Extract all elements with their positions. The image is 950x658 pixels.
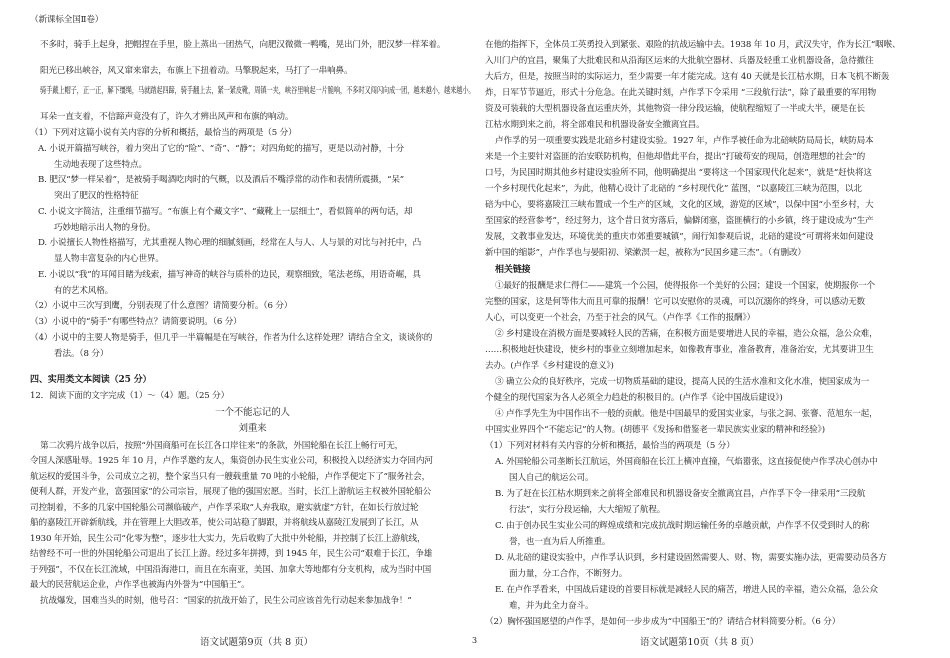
option-line: B. 为了赶在长江枯水期到来之前将全部难民和机器设备安全撤离宜昌，卢作孚下令一律采用“三段航 — [495, 489, 866, 499]
paragraph-line: 卢作孚的另一项重要实践是北碚乡村建设实验。1927 年，卢作孚被任命为北碚峡防局局长，峡防局本 — [495, 136, 874, 146]
question-line: （1）下列对材料有关内容的分析和概括，最恰当的两项是（5 分） — [485, 441, 735, 451]
paragraph-line: ……积极地赶快建设，使乡村的事业立刻增加起来，如像教育事业，准备教育，准备治安，尤其要讲卫生 — [485, 345, 874, 355]
paragraph-line: 于列强”，不仅在长江流域，中国沿海港口，而且在东南亚，美国、加拿大等地都有分支机构，成为当时中国 — [30, 565, 432, 575]
option-line: B. 肥汉“梦一样呆着”，是被骑手喝酒吃肉时的气概，以及酒后不嘴浮常的动作和表情所震摄，“呆” — [38, 175, 405, 185]
page-number: 3 — [472, 636, 478, 645]
paragraph-line: 新中国的缩影”，卢作孚也与晏阳初、梁漱溟一起，被称为“民国乡建三杰”。（有删改） — [485, 248, 806, 258]
paragraph-line: 人心，可以变更一个社会，乃至于社会的风气。（卢作孚《工作的报酬》） — [485, 313, 756, 323]
left-footer: 语文试题第9页（共 8 页） — [200, 637, 314, 648]
option-line: 誉，也一直为后人所推重。 — [509, 537, 611, 547]
paragraph-line: 抗战爆发，国难当头的时刻，他号召：“国家的抗战开始了，民生公司应该首先行动起来参加战争！” — [40, 596, 412, 606]
paragraph-line: ④ 卢作孚先生为中国作出不一般的贡献。他是中国最早的爱国实业家，与张之洞、张謇、范旭东一起， — [495, 409, 878, 419]
article-title: 一个不能忘记的人 — [215, 407, 290, 418]
article-author: 刘重来 — [238, 423, 267, 434]
paragraph-line: 骑手戴上帽子，正一正，解下缰绳，马就踏起四蹄，骑手翻上去，紧一紧皮靴，周镇一夹，峡谷里响起一片脆响，不多时又闯闪向成一团，越来越小，越来越小。 — [40, 86, 475, 96]
paragraph-line: 去办。(卢作孚《乡村建设的意义》) — [485, 361, 614, 371]
option-line: 突出了肥汉的性格特征 — [54, 191, 139, 201]
paragraph-line: 发展，文教事业发达，环境优美的重庆市郊重要城镇”，闹行知参观后说，北碚的建设“可谓将来如何建设 — [485, 232, 874, 242]
question-line: （1）下列对这篇小说有关内容的分析和概括，最恰当的两项是（5 分） — [30, 128, 297, 138]
option-line: 难，并为此全力奋斗。 — [509, 601, 594, 611]
paragraph-line: 炸，日军节节逼近，形式十分危急。在此关键时刻，卢作孚下令采用 “三段航行法”，除了最重要的军用物 — [485, 88, 877, 98]
paragraph-line: 阳光已移出峡谷，风又窜来窜去，布旗上下扭着动。马擎脱起来，马打了一串响鼻。 — [40, 66, 353, 76]
paragraph-line: 碚为中心，要将嘉陵江三峡布置成一个生产的区域，文化的区域，游览的区域”，以保中国“小至乡村，大 — [485, 200, 874, 210]
option-line: 巧妙地暗示出人物的身份。 — [54, 223, 156, 233]
option-line: 有的艺术风格。 — [54, 286, 114, 296]
section-heading: 四、实用类文本阅读（25 分） — [30, 375, 152, 385]
related-links-heading: 相关链接 — [495, 265, 531, 275]
paragraph-line: 令国人深感耻辱。1925 年 10 月，卢作孚邀约友人，集资创办民生实业公司，积极投入以经济实力夺回内河 — [30, 456, 433, 466]
paragraph-line: 资及可装载的大型机器设备直运重庆外，其他物资一律分段运输，使航程缩短了一半或大半，硬是在长 — [485, 104, 865, 114]
paragraph-line: ③ 确立公众的良好秩序，完成一切物质基础的建设，提高人民的生活水准和文化水准，使国家成为一 — [495, 377, 870, 387]
paragraph-line: 大后方，但是，按照当时的实际运力，至少需要一年才能完成。这有 40 天就是长江枯水期，日本飞机不断轰 — [485, 72, 890, 82]
paragraph-line: 江枯水期到来之前，将全部难民和机器设备安全撤离宜昌。 — [485, 120, 705, 130]
paragraph-line: 个健全的现代国家为各人必须全力趋赴的积极目的。(卢作孚《论中国战后建设》) — [485, 393, 783, 403]
option-line: C. 由于创办民生实业公司的辉煌成绩和完成抗战时期运输任务的卓越贡献，卢作孚不仅受到时人的称 — [495, 521, 870, 531]
option-line: 面力量，分工合作，不断努力。 — [509, 569, 628, 579]
paragraph-line: 司控制着，不多的几家中国轮船公司濒临破产，卢作孚采取“人弃我取，避实就虚”方针，在如长行放过轮 — [30, 503, 419, 513]
paragraph-line: 入川门户的宜昌，聚集了大批难民和从沿海区运来的大批航空器材、兵器及轻重工业机器设备，急待撤往 — [485, 56, 874, 66]
paragraph-line: 1930 年开始，民生公司“化零为整”，逐步壮大实力，先后收购了大批中外轮船，并控制了长江上游航线， — [30, 534, 426, 544]
option-line: 显人物丰富复杂的内心世界。 — [54, 254, 164, 264]
paragraph-line: 来是一个主要针对盗匪的治安联防机构，但他却借此平台，提出“打破苟安的现局，创造理想的社会”的 — [485, 152, 866, 162]
question-line: （3）小说中的“骑手”有哪些特点？请简要说明。（6 分） — [30, 317, 242, 327]
paragraph-line: 至国家的经营参考”，经过努力，这个昔日贫穷落后，偏僻闭塞，盗匪横行的小乡镇，终于建设成为“生产 — [485, 216, 874, 226]
paragraph-line: 航运权的爱国斗争，公司成立之初，整个家当只有一艘载重量 70 吨的小轮船，卢作孚便定下了“服务社会， — [30, 472, 431, 482]
paragraph-line: 船的嘉陵江开辟新航线，并在管理上大胆改革，使公司站稳了脚跟，并将航线从嘉陵江发展到了长江，从 — [30, 518, 419, 528]
right-footer: 语文试题第10页（共 8 页） — [640, 637, 760, 648]
option-line: D. 小说擅长人物性格描写，尤其重视人物心理的细腻刻画，经常在人与人、人与景的对比与衬托中，凸 — [38, 238, 422, 248]
paragraph-line: 一个乡村现代化起来”，为此，他精心设计了北碚的 “乡村现代化” 蓝图，“以嘉陵江三峡为范围，以北 — [485, 184, 862, 194]
option-line: 生动地表现了这些特点。 — [54, 160, 147, 170]
left-page — [30, 0, 478, 658]
paragraph-line: 中国实业界四个“不能忘记”的人物。(胡德平《发扬和借鉴老一辈民族实业家的精神和经验》) — [485, 425, 825, 435]
option-line: C. 小说文字简洁，注重细节描写。“布旗上有个藏文字”、“藏靴上一层细土”，看似简单的两句话，却 — [38, 207, 413, 217]
option-line: A. 小说开篇描写峡谷，着力突出了它的“险”、“奇”、“静”；对四角蛇的描写，更是以动衬静，十分 — [38, 144, 404, 154]
paragraph-line: 最大的民营航运企业，卢作孚也被海内外誉为“中国船王”。 — [30, 580, 250, 590]
right-page — [485, 0, 925, 658]
paragraph-line: 第二次鸦片战争以后，按照“外国商船可在长江各口岸往来”的条款，外国轮船在长江上畅行可无， — [40, 441, 404, 451]
question-line: （2）小说中三次写到鹰，分别表现了什么意图？请简要分析。（6 分） — [30, 301, 293, 311]
question-line: 看法。（8 分） — [54, 349, 109, 359]
question-line: 12．阅读下面的文字完成（1）～（4）题。（25 分） — [30, 391, 230, 401]
paragraph-line: 在他的指挥下，全体员工英勇投入到紧张、艰险的抗战运输中去。1938 年 10 月，武汉失守，作为长江“咽喉、 — [485, 40, 901, 50]
option-line: E. 小说以“我”的耳闻目睹为线索，描写神奇的峡谷与质朴的边民，观察细致，笔法老练，用语奇崛，具 — [38, 270, 421, 280]
option-line: E. 在卢作孚看来，中国战后建设的首要目标就是减轻人民的痛苦，增进人民的幸福，造公众福，急公众 — [495, 585, 878, 595]
question-line: （2）胸怀强国愿望的卢作孚，是如何一步步成为“中国船王”的？请结合材料简要分析。（6 分） — [485, 617, 841, 627]
paragraph-line: 完整的国家，这是何等伟大而且可靠的报酬！它可以安慰你的灵魂，可以沉溺你的终身，可以感动无数 — [485, 297, 865, 307]
option-line: 国人自己的航运公司。 — [509, 473, 594, 483]
paragraph-line: 口号，为民国时期其他乡村建设实验所不同，他明确提出 “要将这一个国家现代化起来”，就是“赶快将这 — [485, 168, 872, 178]
paragraph-line: 不多时，骑手上起身，把帽捏在手里，脸上蒸出一团热气，向肥汉微微一鸭嘴，晃出门外，肥汉梦一样苯着。 — [40, 40, 446, 50]
paragraph-line: 耳朵一直支着，不信蹄声竟没有了，许久才辨出风声和布旗的响动。 — [40, 112, 294, 122]
option-line: D. 从北碚的建设实验中，卢作孚认识到，乡村建设固然需要人、财、物，需要实施办法，更需要动员各方 — [495, 553, 887, 563]
paragraph-line: 便利人群，开发产业，富强国家”的公司宗旨，展现了他的强国宏愿。当时，长江上游航运主权被外国轮船公 — [30, 487, 432, 497]
exam-header: （新课标全国Ⅱ卷） — [30, 15, 104, 25]
paragraph-line: ①最好的报酬是求仁得仁——建筑一个公园，使得报你一个美好的公园；建设一个国家，使期报你一个 — [495, 281, 875, 291]
option-line: A. 外国轮船公司垄断长江航运，外国商船在长江上横冲直撞，气焰嚣张，这直接促使卢作孚决心创办中 — [495, 457, 878, 467]
paragraph-line: ② 乡村建设在消极方面是要减轻人民的苦痛，在积极方面是要增进人民的幸福，造公众福，急公众难， — [495, 329, 878, 339]
question-line: （4）小说中的主要人物是骑手，但几乎一半篇幅是在写峡谷，作者为什么这样处理？请结合全文，谈谈你的 — [30, 333, 433, 343]
option-line: 行法”，实行分段运输，大大缩短了航程。 — [509, 505, 666, 515]
paragraph-line: 结曾经不可一世的外国轮船公司退出了长江上游。经过多年拼搏，到 1945 年，民生公司“艰难于长江，争雄 — [30, 549, 433, 559]
